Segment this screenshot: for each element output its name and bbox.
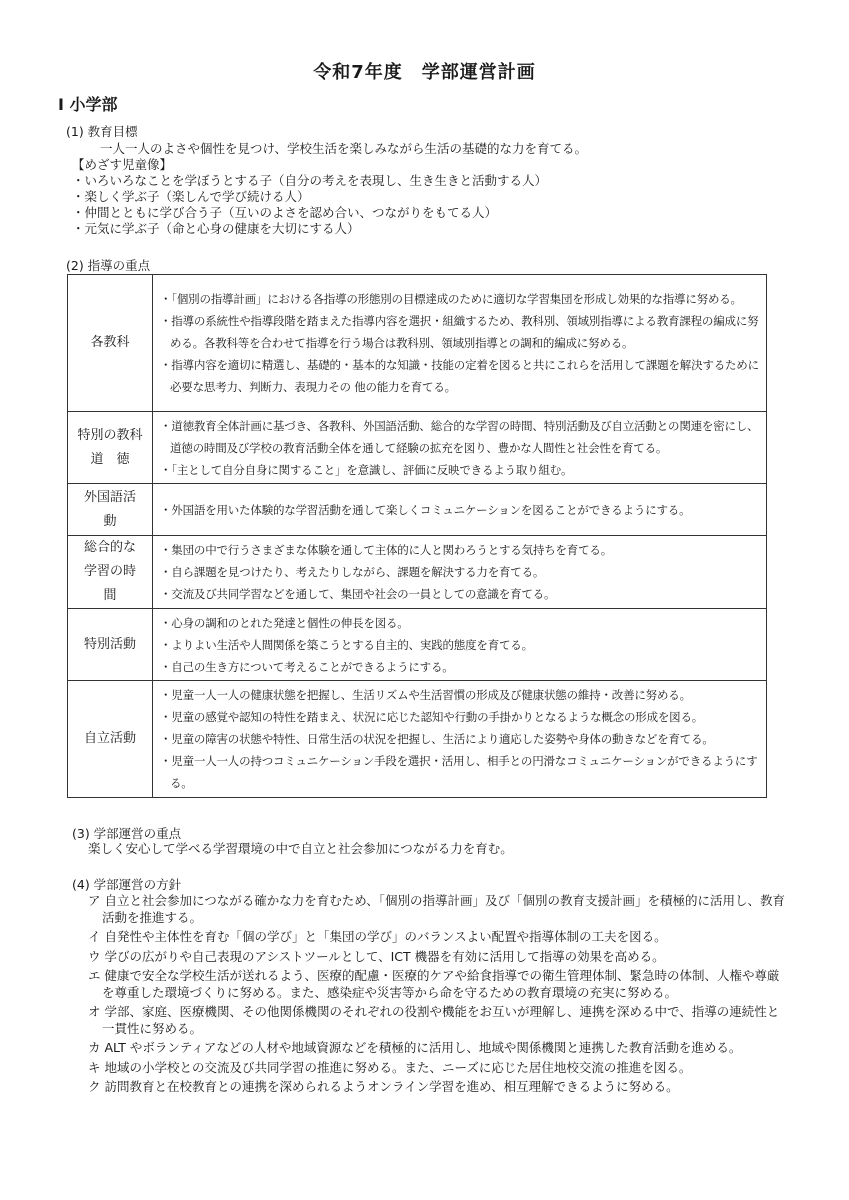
row-label: 各教科 [68, 275, 153, 412]
table-row [68, 609, 767, 681]
list-item: ア 自立と社会参加につながる確かな力を育むため、「個別の指導計画」及び「個別の教育支援計画」を積極的に活用し、教育活動を推進する。 [88, 893, 785, 925]
ideal-item: ・楽しく学ぶ子（楽しんで学び続ける人） [72, 189, 310, 204]
row-label [68, 412, 153, 484]
priorities-table [67, 274, 767, 798]
list-item: ・児童の感覚や認知の特性を踏まえ、状況に応じた認知や行動の手掛かりとなるような概念の形成を図る。 [160, 710, 704, 724]
table-row [68, 484, 767, 536]
row-content [153, 609, 767, 681]
list-item: ・児童一人一人の健康状態を把握し、生活リズムや生活習慣の形成及び健康状態の維持・改善に努める。 [160, 688, 691, 702]
row-label-line: 特別の教科 [77, 427, 143, 443]
list-item: ・道徳教育全体計画に基づき、各教科、外国語活動、総合的な学習の時間、特別活動及び自立活動との関連を密にし、道徳の時間及び学校の教育活動全体を通して経験の拡充を図り、豊かな人間性と社会性を育てる。 [160, 418, 759, 455]
row-label-line: 間 [103, 588, 117, 603]
row-content [153, 484, 767, 536]
row-label-line: 外国語活 [83, 489, 136, 505]
list-item: オ 学部、家庭、医療機関、その他関係機関のそれぞれの役割や機能をお互いが理解し、連携を深める中で、指導の連続性と一貫性に努める。 [88, 1004, 780, 1036]
table-row [68, 412, 767, 484]
list-item: ・指導の系統性や指導段階を踏まえた指導内容を選択・組織するため、教科別、領域別指導による教育課程の編成に努める。各教科等を合わせて指導を行う場合は教科別、領域別指導との調和的編成に努める。 [160, 314, 759, 350]
row-label-line: 道 徳 [90, 451, 130, 467]
focus-heading: (3) 学部運営の重点 [72, 826, 182, 841]
policy-heading: (4) 学部運営の方針 [72, 877, 182, 892]
row-label-line: 学習の時 [83, 564, 136, 579]
list-item: ク 訪問教育と在校教育との連携を深められるようオンライン学習を進め、相互理解できるように努める。 [88, 1079, 679, 1094]
list-item: ・児童の障害の状態や特性、日常生活の状況を把握し、生活により適応した姿勢や身体の動きなどを育てる。 [160, 732, 714, 746]
ideal-label: 【めざす児童像】 [72, 157, 173, 172]
row-label: 特別活動 [68, 609, 153, 681]
ideal-item: ・元気に学ぶ子（命と心身の健康を大切にする人） [72, 221, 360, 236]
table-row [68, 275, 767, 412]
list-item: ・交流及び共同学習などを通して、集団や社会の一員としての意識を育てる。 [160, 587, 556, 601]
list-item: カ ALT やボランティアなどの人材や地域資源などを積極的に活用し、地域や関係機関と連携した教育活動を進める。 [88, 1040, 742, 1055]
row-label-line: 動 [103, 513, 117, 529]
list-item: ・指導内容を適切に精選し、基礎的・基本的な知識・技能の定着を図ると共にこれらを活用して課題を解決するために必要な思考力、判断力、表現力その 他の能力を育てる。 [160, 358, 759, 394]
row-content [153, 681, 767, 798]
list-item: ウ 学びの広がりや自己表現のアシストツールとして、ICT 機器を有効に活用して指導の効果を高める。 [88, 948, 665, 964]
list-item: ・児童一人一人の持つコミュニケーション手段を選択・活用し、相手との円滑なコミュニケーションができるようにする。 [160, 754, 758, 790]
list-item: ・よりよい生活や人間関係を築こうとする自主的、実践的態度を育てる。 [160, 637, 533, 652]
list-item: キ 地域の小学校との交流及び共同学習の推進に努める。また、ニーズに応じた居住地校交流の推進を図る。 [88, 1059, 692, 1075]
list-item: イ 自発性や主体性を育む「個の学び」と「集団の学び」のバランスよい配置や指導体制の工夫を図る。 [88, 929, 667, 944]
list-item: エ 健康で安全な学校生活が送れるよう、医療的配慮・医療的ケアや給食指導での衛生管理体制、緊急時の体制、人権や尊厳を尊重した環境づくりに努める。また、感染症や災害等から命を守るための教育環境の充実に努める。 [88, 968, 780, 1000]
table-row [68, 536, 767, 609]
goals-heading: (1) 教育目標 [66, 124, 138, 139]
list-item: ・集団の中で行うさまざまな体験を通して主体的に人と関わろうとする気持ちを育てる。 [160, 543, 612, 557]
list-item: ・「個別の指導計画」における各指導の形態別の目標達成のために適切な学習集団を形成し効果的な指導に努める。 [160, 292, 742, 306]
focus-text: 楽しく安心して学べる学習環境の中で自立と社会参加につながる力を育む。 [88, 841, 513, 856]
row-content [153, 275, 767, 412]
list-item: ・自己の生き方について考えることができるようにする。 [160, 659, 454, 674]
priorities-heading: (2) 指導の重点 [66, 258, 151, 273]
row-label [68, 536, 153, 609]
document-title: 令和7年度 学部運営計画 [313, 62, 536, 83]
row-label-line: 総合的な [83, 540, 136, 555]
list-item: ・心身の調和のとれた発達と個性の伸長を図る。 [160, 615, 409, 630]
list-item: ・「主として自分自身に関すること」を意識し、評価に反映できるよう取り組む。 [160, 462, 573, 477]
ideal-item: ・いろいろなことを学ぼうとする子（自分の考えを表現し、生き生きと活動する人） [72, 173, 548, 188]
list-item: ・外国語を用いた体験的な学習活動を通して楽しくコミュニケーションを図ることができるようにする。 [160, 502, 691, 517]
policy-list [88, 893, 788, 1099]
list-item: ・自ら課題を見つけたり、考えたりしながら、課題を解決する力を育てる。 [160, 565, 545, 579]
ideal-item: ・仲間とともに学び合う子（互いのよさを認め合い、つながりをもてる人） [72, 205, 498, 220]
row-content [153, 536, 767, 609]
row-content [153, 412, 767, 484]
row-label [68, 484, 153, 536]
row-label: 自立活動 [68, 681, 153, 798]
goals-statement: 一人一人のよさや個性を見つけ、学校生活を楽しみながら生活の基礎的な力を育てる。 [100, 141, 588, 156]
department-heading: Ⅰ 小学部 [58, 95, 118, 114]
table-row [68, 681, 767, 798]
